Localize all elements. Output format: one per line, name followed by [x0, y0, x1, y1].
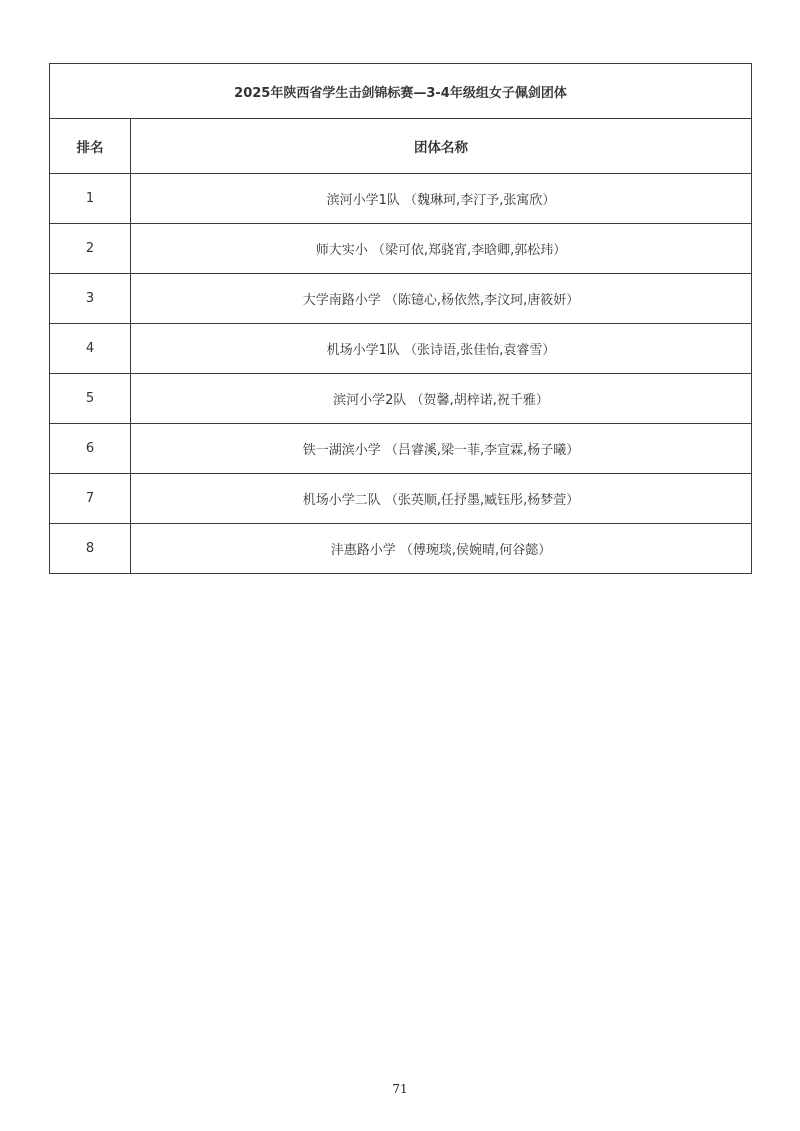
rank-cell: 6	[50, 424, 131, 474]
table-row	[50, 324, 752, 374]
rank-cell: 5	[50, 374, 131, 424]
table-row	[50, 524, 752, 574]
team-cell: 滨河小学1队 （魏琳珂,李汀予,张寓欣）	[131, 174, 752, 224]
table-row	[50, 374, 752, 424]
rank-cell: 8	[50, 524, 131, 574]
rank-cell: 3	[50, 274, 131, 324]
rank-cell: 7	[50, 474, 131, 524]
table-row	[50, 474, 752, 524]
team-cell: 铁一湖滨小学 （吕睿溪,梁一菲,李宣霖,杨子曦）	[131, 424, 752, 474]
page-number: 71	[392, 1082, 408, 1096]
team-cell: 滨河小学2队 （贺馨,胡梓诺,祝千雅）	[131, 374, 752, 424]
results-table	[49, 63, 752, 574]
title-row	[50, 64, 752, 119]
team-header: 团体名称	[131, 119, 752, 174]
table-row	[50, 174, 752, 224]
rank-cell: 2	[50, 224, 131, 274]
table-row	[50, 424, 752, 474]
rank-cell: 4	[50, 324, 131, 374]
rank-header: 排名	[50, 119, 131, 174]
team-cell: 机场小学二队 （张英顺,任抒墨,臧钰彤,杨梦萱）	[131, 474, 752, 524]
header-row	[50, 119, 752, 174]
rank-cell: 1	[50, 174, 131, 224]
team-cell: 大学南路小学 （陈镱心,杨依然,李汶珂,唐筱妍）	[131, 274, 752, 324]
team-cell: 机场小学1队 （张诗语,张佳怡,袁睿雪）	[131, 324, 752, 374]
table-row	[50, 224, 752, 274]
team-cell: 师大实小 （梁可依,郑骁宵,李晗卿,郭松玮）	[131, 224, 752, 274]
table-row	[50, 274, 752, 324]
team-cell: 沣惠路小学 （傅琬琰,侯婉晴,何谷懿）	[131, 524, 752, 574]
table-title: 2025年陕西省学生击剑锦标赛—3-4年级组女子佩剑团体	[50, 64, 752, 119]
